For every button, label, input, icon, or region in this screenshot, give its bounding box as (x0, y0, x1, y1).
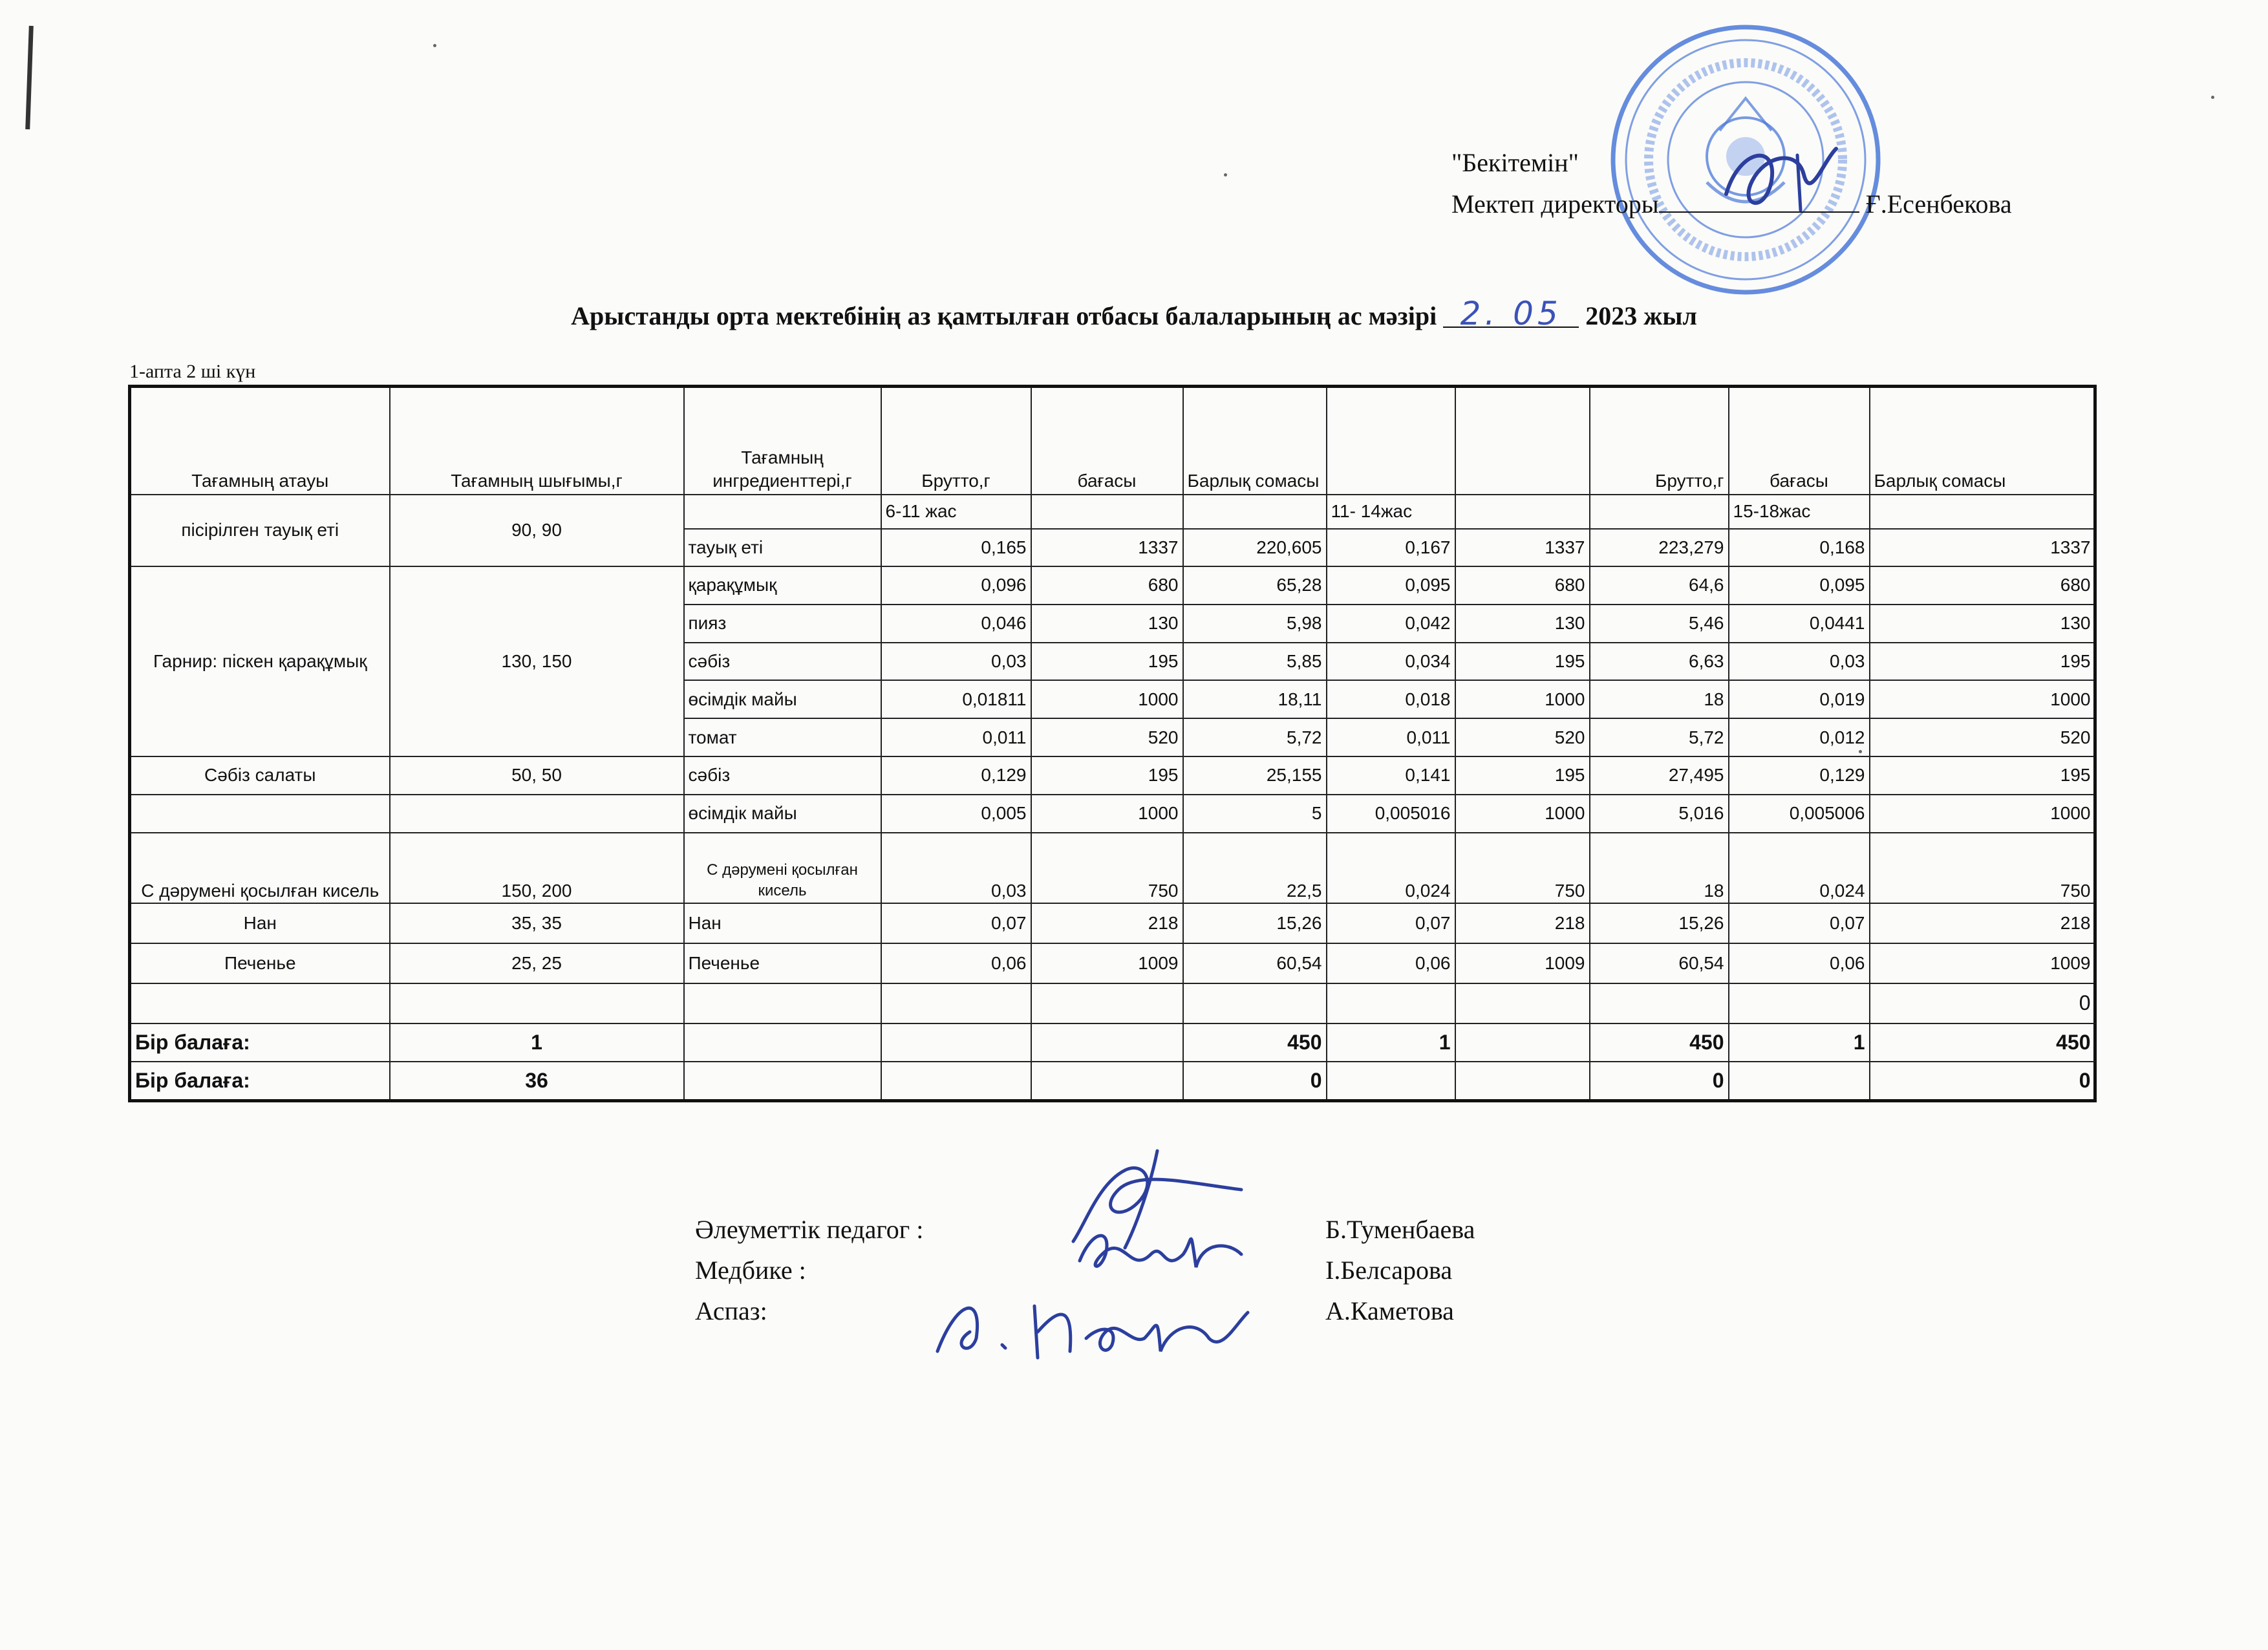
brutto-value: 0,141 (1327, 756, 1455, 795)
brutto-value: 0,095 (1327, 566, 1455, 605)
totals-count: 1 (390, 1023, 684, 1062)
director-signature (1700, 136, 1856, 220)
total-value: 223,279 (1590, 529, 1729, 566)
title-year: 2023 жыл (1585, 301, 1697, 330)
ingredient-name: Печенье (684, 943, 881, 983)
cell-empty (130, 795, 390, 833)
total-value: 0 (1870, 983, 2095, 1023)
name-nurse: І.Белсарова (1325, 1256, 1453, 1285)
price-value: 1000 (1455, 680, 1590, 718)
dish-name: С дәрумені қосылған кисель (130, 833, 390, 903)
age-group-label: 11- 14жас (1327, 495, 1455, 530)
price-value: 520 (1031, 718, 1183, 756)
price-value: 520 (1455, 718, 1590, 756)
ingredient-name: пияз (684, 605, 881, 643)
ingredient-name: өсімдік майы (684, 795, 881, 833)
price-value: 195 (1455, 643, 1590, 681)
brutto-value: 0,07 (881, 903, 1031, 943)
price-value: 130 (1031, 605, 1183, 643)
total-value: 5 (1183, 795, 1327, 833)
totals-count: 36 (390, 1062, 684, 1100)
scan-speck (433, 44, 436, 47)
table-row (130, 795, 2095, 833)
brutto-value: 0,07 (1729, 903, 1870, 943)
ingredient-name: Нан (684, 903, 881, 943)
dish-name: Гарнир: піскен қарақұмық (130, 566, 390, 756)
table-row (130, 566, 2095, 605)
dish-yield: 25, 25 (390, 943, 684, 983)
brutto-value: 0,019 (1729, 680, 1870, 718)
signature-names (1325, 1209, 1475, 1331)
brutto-value: 0,005006 (1729, 795, 1870, 833)
brutto-value: 0,005 (881, 795, 1031, 833)
signature-roles (695, 1209, 923, 1331)
brutto-value: 0,096 (881, 566, 1031, 605)
price-value: 1000 (1870, 795, 2095, 833)
ingredient-name: қарақұмық (684, 566, 881, 605)
table-row (130, 495, 2095, 530)
totals-sum: 0 (1590, 1062, 1729, 1100)
header-total-3: Барлық сомасы (1870, 387, 2095, 495)
price-value: 195 (1870, 756, 2095, 795)
dish-name: Сәбіз салаты (130, 756, 390, 795)
brutto-value: 0,06 (1327, 943, 1455, 983)
cell-empty (390, 795, 684, 833)
brutto-value: 0,012 (1729, 718, 1870, 756)
brutto-value: 0,06 (881, 943, 1031, 983)
total-value: 5,72 (1183, 718, 1327, 756)
table-row (130, 983, 2095, 1023)
director-label: Мектеп директоры (1451, 189, 1659, 219)
ingredient-name: С дәрумені қосылған кисель (684, 833, 881, 903)
dish-name: Нан (130, 903, 390, 943)
name-social-pedagogue: Б.Туменбаева (1325, 1215, 1475, 1244)
total-value: 15,26 (1590, 903, 1729, 943)
total-value: 18 (1590, 833, 1729, 903)
totals-sum: 450 (1183, 1023, 1327, 1062)
table-row (130, 756, 2095, 795)
brutto-value: 0,129 (881, 756, 1031, 795)
ingredient-name: тауық еті (684, 529, 881, 566)
total-value: 220,605 (1183, 529, 1327, 566)
total-value: 22,5 (1183, 833, 1327, 903)
header-dish-yield: Тағамның шығымы,г (390, 387, 684, 495)
price-value: 750 (1455, 833, 1590, 903)
price-value: 130 (1455, 605, 1590, 643)
header-dish-name: Тағамның атауы (130, 387, 390, 495)
brutto-value: 0,011 (1327, 718, 1455, 756)
totals-count: 1 (1327, 1023, 1455, 1062)
price-value: 1000 (1870, 680, 2095, 718)
price-value: 1000 (1031, 680, 1183, 718)
price-value: 520 (1870, 718, 2095, 756)
brutto-value: 0,024 (1729, 833, 1870, 903)
brutto-value: 0,165 (881, 529, 1031, 566)
price-value: 1337 (1870, 529, 2095, 566)
brutto-value: 0,07 (1327, 903, 1455, 943)
dish-yield: 35, 35 (390, 903, 684, 943)
total-value: 65,28 (1183, 566, 1327, 605)
table-row (130, 943, 2095, 983)
totals-count: 1 (1729, 1023, 1870, 1062)
totals-row (130, 1062, 2095, 1100)
total-value: 15,26 (1183, 903, 1327, 943)
cell-empty (1870, 495, 2095, 530)
brutto-value: 0,024 (1327, 833, 1455, 903)
header-price: бағасы (1031, 387, 1183, 495)
scan-edge-mark (25, 26, 34, 129)
brutto-value: 0,018 (1327, 680, 1455, 718)
brutto-value: 0,03 (881, 833, 1031, 903)
brutto-value: 0,129 (1729, 756, 1870, 795)
price-value: 1337 (1031, 529, 1183, 566)
role-social-pedagogue: Әлеуметтік педагог : (695, 1215, 924, 1244)
ingredient-name: сәбіз (684, 756, 881, 795)
total-value: 18 (1590, 680, 1729, 718)
price-value: 218 (1031, 903, 1183, 943)
total-value: 6,63 (1590, 643, 1729, 681)
totals-sum: 450 (1590, 1023, 1729, 1062)
cell-empty (1183, 495, 1327, 530)
brutto-value: 0,095 (1729, 566, 1870, 605)
age-group-label: 15-18жас (1729, 495, 1870, 530)
cell-empty (1031, 495, 1183, 530)
price-value: 195 (1870, 643, 2095, 681)
total-value: 5,46 (1590, 605, 1729, 643)
brutto-value: 0,005016 (1327, 795, 1455, 833)
totals-row (130, 1023, 2095, 1062)
dish-yield: 50, 50 (390, 756, 684, 795)
price-value: 1009 (1455, 943, 1590, 983)
dish-name: Печенье (130, 943, 390, 983)
price-value: 750 (1031, 833, 1183, 903)
price-value: 195 (1455, 756, 1590, 795)
age-group-label: 6-11 жас (881, 495, 1031, 530)
total-value: 64,6 (1590, 566, 1729, 605)
table-row (130, 903, 2095, 943)
price-value: 1009 (1031, 943, 1183, 983)
total-value: 18,11 (1183, 680, 1327, 718)
price-value: 680 (1031, 566, 1183, 605)
total-value: 60,54 (1590, 943, 1729, 983)
table-header-row (130, 387, 2095, 495)
header-ingredients: Тағамның ингредиенттері,г (684, 387, 881, 495)
price-value: 1009 (1870, 943, 2095, 983)
brutto-value: 0,167 (1327, 529, 1455, 566)
role-cook: Аспаз: (695, 1296, 767, 1325)
total-value: 25,155 (1183, 756, 1327, 795)
total-value: 60,54 (1183, 943, 1327, 983)
director-name: Ғ.Есенбекова (1865, 189, 2012, 219)
week-label: 1-апта 2 ші күн (129, 361, 256, 382)
total-value: 5,98 (1183, 605, 1327, 643)
header-brutto-3: Брутто,г (1590, 387, 1729, 495)
title-date: 2. 05 (1443, 301, 1579, 328)
brutto-value: 0,168 (1729, 529, 1870, 566)
total-value: 5,85 (1183, 643, 1327, 681)
price-value: 680 (1455, 566, 1590, 605)
scan-speck (1224, 173, 1227, 177)
cell-empty (1455, 495, 1590, 530)
dish-yield: 90, 90 (390, 495, 684, 566)
ingredient-name: сәбіз (684, 643, 881, 681)
dish-yield: 130, 150 (390, 566, 684, 756)
cell-empty (684, 495, 881, 530)
brutto-value: 0,06 (1729, 943, 1870, 983)
title-text: Арыстанды орта мектебінің аз қамтылған отбасы балаларының ас мәзірі (571, 301, 1437, 330)
price-value: 218 (1870, 903, 2095, 943)
total-value: 5,72 (1590, 718, 1729, 756)
scan-speck (2211, 96, 2214, 99)
brutto-value: 0,03 (1729, 643, 1870, 681)
brutto-value: 0,03 (881, 643, 1031, 681)
totals-sum: 0 (1183, 1062, 1327, 1100)
brutto-value: 0,011 (881, 718, 1031, 756)
price-value: 130 (1870, 605, 2095, 643)
role-nurse: Медбике : (695, 1256, 806, 1285)
header-total: Барлық сомасы (1183, 387, 1327, 495)
price-value: 1000 (1455, 795, 1590, 833)
table-row (130, 833, 2095, 903)
cook-signature (925, 1287, 1261, 1364)
menu-table (128, 385, 2097, 1102)
name-cook: А.Каметова (1325, 1296, 1454, 1325)
price-value: 218 (1455, 903, 1590, 943)
totals-sum: 450 (1870, 1023, 2095, 1062)
dish-name: пісірілген тауық еті (130, 495, 390, 566)
nurse-signature (1060, 1216, 1254, 1287)
totals-label: Бір балаға: (130, 1062, 390, 1100)
ingredient-name: өсімдік майы (684, 680, 881, 718)
brutto-value: 0,046 (881, 605, 1031, 643)
brutto-value: 0,0441 (1729, 605, 1870, 643)
price-value: 680 (1870, 566, 2095, 605)
price-value: 195 (1031, 756, 1183, 795)
price-value: 195 (1031, 643, 1183, 681)
brutto-value: 0,034 (1327, 643, 1455, 681)
totals-sum: 0 (1870, 1062, 2095, 1100)
total-value: 27,495 (1590, 756, 1729, 795)
cell-empty (1590, 495, 1729, 530)
approved-label: "Бекітемін" (1451, 148, 1579, 177)
brutto-value: 0,01811 (881, 680, 1031, 718)
page-title (0, 295, 2268, 332)
brutto-value: 0,042 (1327, 605, 1455, 643)
ingredient-name: томат (684, 718, 881, 756)
dish-yield: 150, 200 (390, 833, 684, 903)
header-brutto: Брутто,г (881, 387, 1031, 495)
header-price-3: бағасы (1729, 387, 1870, 495)
price-value: 1337 (1455, 529, 1590, 566)
header-empty (1327, 387, 1455, 495)
header-empty (1455, 387, 1590, 495)
total-value: 5,016 (1590, 795, 1729, 833)
price-value: 1000 (1031, 795, 1183, 833)
totals-label: Бір балаға: (130, 1023, 390, 1062)
price-value: 750 (1870, 833, 2095, 903)
